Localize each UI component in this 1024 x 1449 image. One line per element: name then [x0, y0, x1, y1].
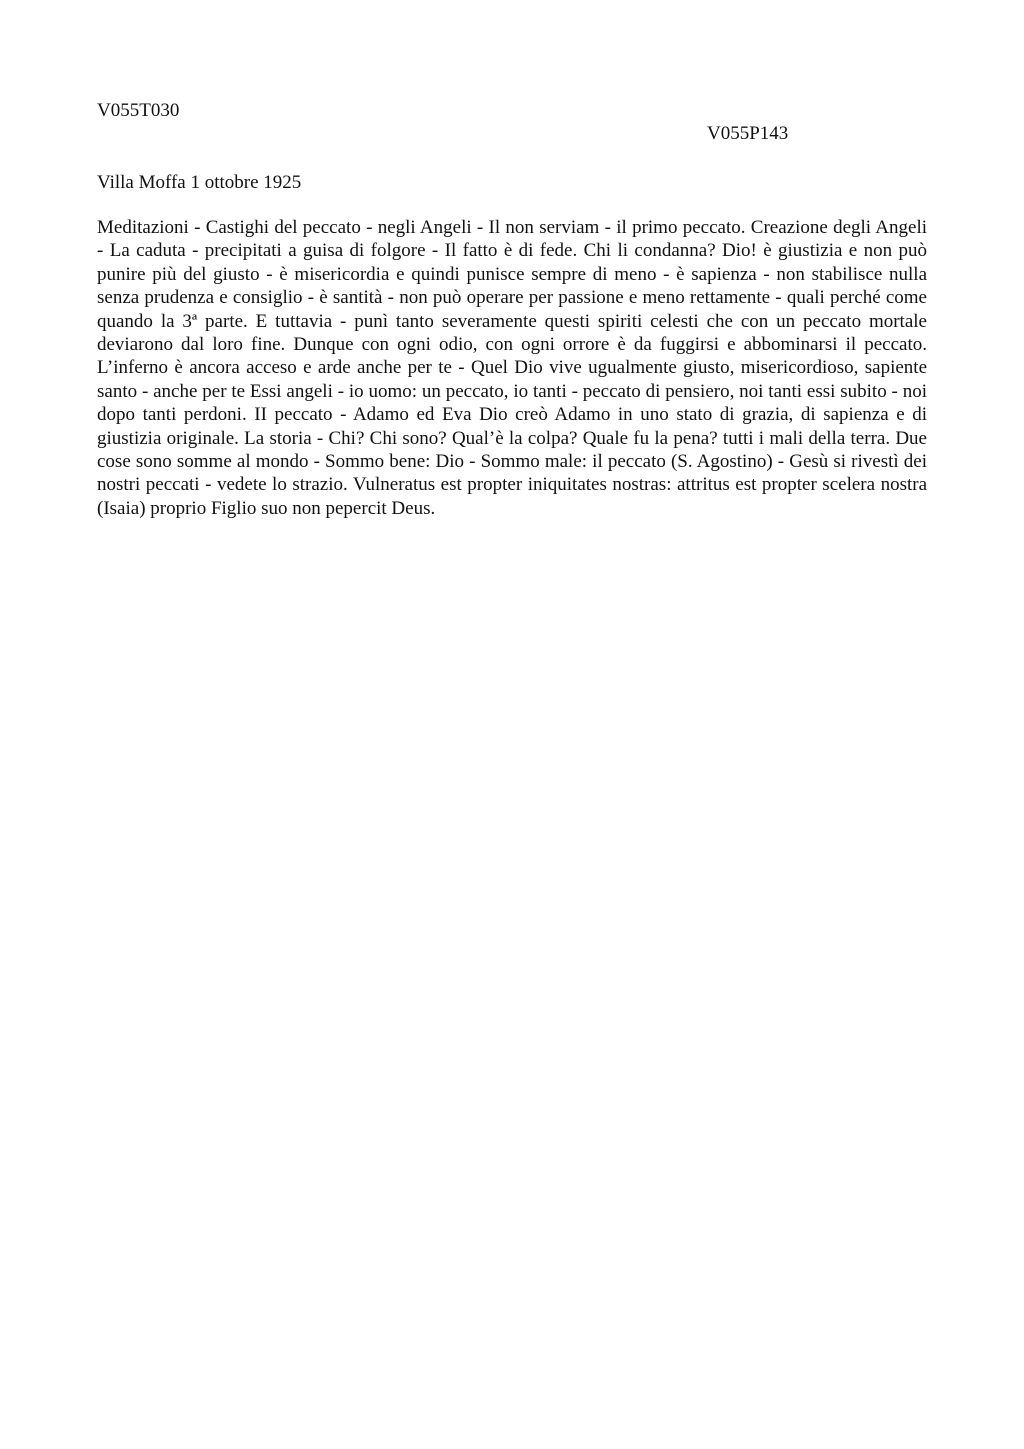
- meditation-text: Meditazioni - Castighi del peccato - negli Angeli - Il non serviam - il primo peccato. Creazione degli Angeli - La caduta - precipitati a guisa di folgore - Il fatto è di fede. Chi li condanna? Dio! è giustizia e non può punire più del giusto - è misericordia e quindi punisce sempre di meno - è sapienza - non stabilisce nulla senza prudenza e consiglio - è santità - non può operare per passione e meno rettamente - quali perché come quando la 3ª parte. E tuttavia - punì tanto severamente questi spiriti celesti che con un peccato mortale deviarono dal loro fine. Dunque con ogni odio, con ogni orrore è da fuggirsi e abbominarsi il peccato. L’inferno è ancora acceso e arde anche per te - Quel Dio vive ugualmente giusto, misericordioso, sapiente santo - anche per te Essi angeli - io uomo: un peccato, io tanti - peccato di pensiero, noi tanti essi subito - noi dopo tanti perdoni. II peccato - Adamo ed Eva Dio creò Adamo in uno stato di grazia, di sapienza e di giustizia originale. La storia - Chi? Chi sono? Qual’è la colpa? Quale fu la pena? tutti i mali della terra. Due cose sono somme al mondo - Sommo bene: Dio - Sommo male: il peccato (S. Agostino) - Gesù si rivestì dei nostri peccati - vedete lo strazio. Vulneratus est propter iniquitates nostras: attritus est propter scelera nostra (Isaia) proprio Figlio suo non pepercit Deus.: [97, 217, 927, 519]
- place-date-line: Villa Moffa 1 ottobre 1925: [97, 172, 302, 193]
- page-id: V055P143: [707, 123, 789, 144]
- document-id: V055T030: [97, 100, 180, 121]
